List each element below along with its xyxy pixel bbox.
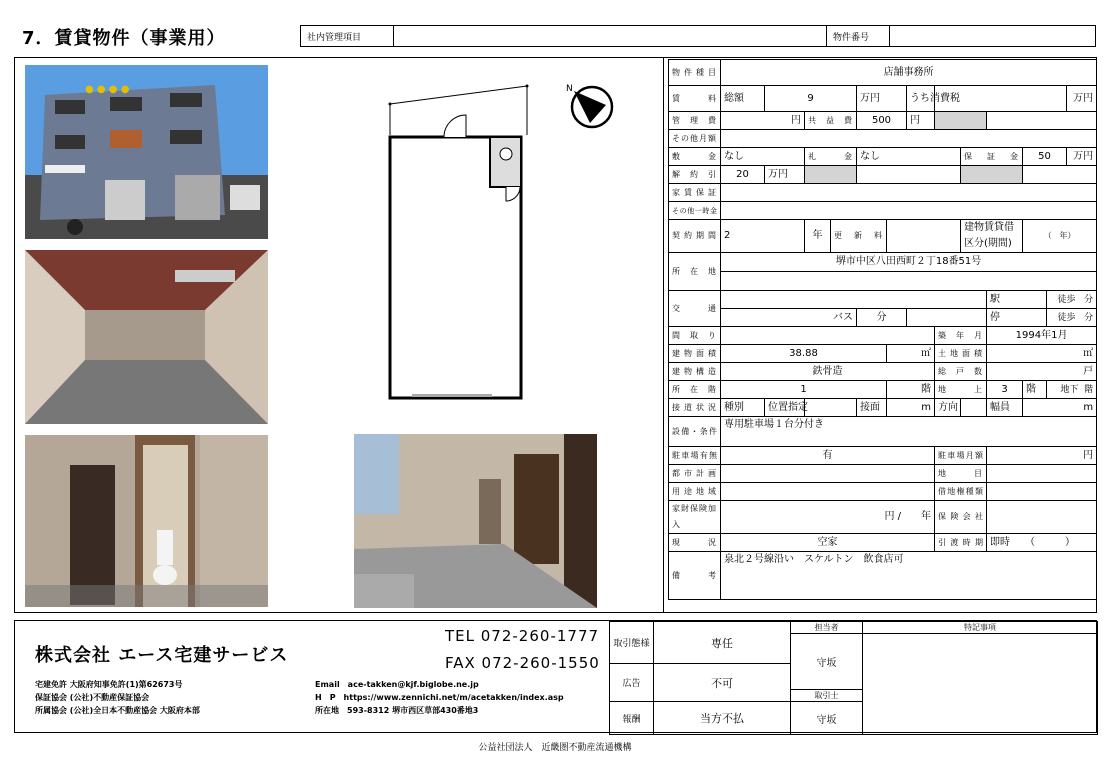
walk2-label: 徒歩 [1057, 312, 1076, 323]
kyoeki-label: 共益費 [805, 112, 857, 130]
floor-label: 所在階 [669, 381, 721, 399]
koshin-label: 更新料 [831, 220, 887, 253]
bus-label: バス [721, 309, 857, 327]
other-once-label: その他一時金 [669, 202, 721, 220]
company-name: 株式会社 エース宅建サービス [35, 645, 289, 666]
soko-label: 総戸数 [935, 363, 987, 381]
hosho-value: 50 [1023, 148, 1067, 166]
email[interactable]: Email ace-takken@kjf.biglobe.ne.jp [315, 680, 479, 689]
kaiyaku-value: 20 [721, 166, 765, 184]
station-label: 駅 [987, 291, 1047, 309]
spec-table [668, 59, 1096, 600]
madori-label: 間取り [669, 327, 721, 345]
hosho-unit: 万円 [1067, 148, 1097, 166]
homepage-link[interactable]: H P https://www.zennichi.net/m/acetakken/index.asp [315, 693, 564, 702]
header-table [300, 25, 1096, 47]
rent-unit: 万円 [857, 86, 907, 112]
hikiwatashi-value: 即時 （ ） [987, 534, 1097, 552]
kazai-value: 円 / 年 [721, 501, 935, 534]
toilet-photo [25, 435, 268, 607]
yoto-label: 用途地域 [669, 483, 721, 501]
parking-value: 有 [721, 447, 935, 465]
compass-icon [564, 79, 616, 131]
setsubi-value: 専用駐車場１台分付き [721, 417, 1097, 447]
tanto-value: 守坂 [791, 634, 863, 690]
toriatsukai-label: 取引士 [791, 690, 863, 702]
chijo-value: 3 [987, 381, 1023, 399]
license: 宅建免許 大阪府知事免許(1)第62673号 [35, 680, 183, 689]
balcony-photo [354, 434, 597, 608]
biko-value: 泉北２号線沿い スケルトン 飲食店可 [721, 552, 1097, 600]
soko-unit: 戸 [987, 363, 1097, 381]
kazai-label: 家財保険加入 [669, 501, 721, 534]
keiyaku-value: 2 [721, 220, 805, 253]
chimoku-label: 地目 [935, 465, 987, 483]
interior-photo [25, 250, 268, 424]
type-label: 物件種目 [669, 60, 721, 86]
svg-text:N: N [566, 84, 573, 94]
address-value: 堺市中区八田西町２丁18番51号 [721, 253, 1097, 272]
rent-label: 賃料 [669, 86, 721, 112]
hikiwatashi-label: 引渡時期 [935, 534, 987, 552]
min2: 分 [1084, 312, 1094, 323]
torihiki-label: 取引態様 [610, 622, 654, 664]
setsubi-label: 設備・条件 [669, 417, 721, 447]
kyoeki-value: 500 [857, 112, 907, 130]
mgmt-value [394, 26, 827, 47]
setsumen-label: 接面 [857, 399, 887, 417]
mgmt-fee-unit: 円 [721, 112, 805, 130]
torihiki-value: 専任 [654, 622, 791, 664]
kyoeki-unit: 円 [907, 112, 935, 130]
type-value: 店舗事務所 [721, 60, 1097, 86]
chiku-value: 1994年1月 [987, 327, 1097, 345]
footer-table [609, 621, 1098, 735]
tatemono-kubun-value: （ 年） [1023, 220, 1097, 253]
chijo-label: 地上 [935, 381, 987, 399]
kozo-label: 建物構造 [669, 363, 721, 381]
toriatsukai-value: 守坂 [791, 702, 863, 735]
tokki-value [863, 634, 1098, 735]
chika-label: 地下 [1060, 384, 1079, 395]
tel: TEL 072-260-1777 [445, 627, 600, 645]
m1: m [887, 399, 935, 417]
tax-label: うち消費税 [907, 86, 935, 112]
land-label: 土地面積 [935, 345, 987, 363]
chiku-label: 築年月 [935, 327, 987, 345]
hosho-label: 保証金 [961, 148, 1023, 166]
floor-value: 1 [721, 381, 887, 399]
land-unit: ㎡ [987, 345, 1097, 363]
address-label: 所在地 [669, 253, 721, 291]
chijo-unit: 階 [1023, 381, 1047, 399]
parking-fee-label: 駐車場月額 [935, 447, 987, 465]
svg-text:● ● ● ●: ● ● ● ● [85, 84, 130, 95]
kaiyaku-label: 解約引 [669, 166, 721, 184]
shubetsu-label: 種別 [721, 399, 765, 417]
footer [14, 620, 1097, 733]
area-value: 38.88 [721, 345, 887, 363]
walk1 [1047, 291, 1097, 309]
tax-unit: 万円 [1067, 86, 1097, 112]
toshi-label: 都市計画 [669, 465, 721, 483]
biko-label: 備考 [669, 552, 721, 600]
page-title: 7．賃貸物件（事業用） [22, 28, 226, 49]
walk2 [1047, 309, 1097, 327]
genkyo-value: 空家 [721, 534, 935, 552]
setsudo-label: 接道状況 [669, 399, 721, 417]
keiyaku-label: 契約期間 [669, 220, 721, 253]
stop-label: 停 [987, 309, 1047, 327]
fukuin-label: 幅員 [987, 399, 1023, 417]
shakuchi-label: 借地権種類 [935, 483, 987, 501]
bukken-no-value [890, 26, 1096, 47]
area-unit: ㎡ [887, 345, 935, 363]
kaiyaku-unit: 万円 [765, 166, 805, 184]
mgmt-fee-label: 管理費 [669, 112, 721, 130]
assoc2: 所属協会 (公社)全日本不動産協会 大阪府本部 [35, 706, 200, 715]
kotsu-label: 交通 [669, 291, 721, 327]
other-monthly-label: その他月額 [669, 130, 721, 148]
hoko-label: 方向 [935, 399, 961, 417]
chika [1047, 381, 1097, 399]
genkyo-label: 現況 [669, 534, 721, 552]
ichi-label: 位置指定 [765, 399, 805, 417]
rent-value: 9 [765, 86, 857, 112]
company-address: 所在地 593-8312 堺市西区草部430番地3 [315, 706, 479, 715]
bukken-no-label: 物件番号 [827, 26, 890, 47]
bottom-note: 公益社団法人 近畿圏不動産流通機構 [478, 743, 632, 753]
rent-total-label: 総額 [721, 86, 765, 112]
koukoku-value: 不可 [654, 664, 791, 702]
kozo-value: 鉄骨造 [721, 363, 935, 381]
min1: 分 [1084, 294, 1094, 305]
assoc1: 保証協会 (公社)不動産保証協会 [35, 693, 150, 702]
hoshu-value: 当方不払 [654, 702, 791, 735]
photo-area [14, 57, 664, 613]
parking-label: 駐車場有無 [669, 447, 721, 465]
area-label: 建物面積 [669, 345, 721, 363]
fax: FAX 072-260-1550 [445, 654, 600, 672]
walk1-label: 徒歩 [1057, 294, 1076, 305]
rei-label: 礼金 [805, 148, 857, 166]
parking-fee-unit: 円 [987, 447, 1097, 465]
tanto-label: 担当者 [791, 622, 863, 634]
floor-unit: 階 [887, 381, 935, 399]
tokki-label: 特記事項 [863, 622, 1098, 634]
tatemono-kubun-label: 建物賃貸借区分(期間) [961, 220, 1023, 253]
shiki-value: なし [721, 148, 805, 166]
koukoku-label: 広告 [610, 664, 654, 702]
rei-value: なし [857, 148, 961, 166]
hoshu-label: 報酬 [610, 702, 654, 735]
hoken-label: 保険会社 [935, 501, 987, 534]
shiki-label: 敷金 [669, 148, 721, 166]
m2: m [1023, 399, 1097, 417]
chika-unit: 階 [1084, 384, 1094, 395]
kachin-label: 家賃保証 [669, 184, 721, 202]
mgmt-label: 社内管理項目 [301, 26, 394, 47]
exterior-photo [25, 65, 268, 239]
min-bus: 分 [857, 309, 907, 327]
keiyaku-unit: 年 [805, 220, 831, 253]
floor-plan [382, 79, 552, 404]
